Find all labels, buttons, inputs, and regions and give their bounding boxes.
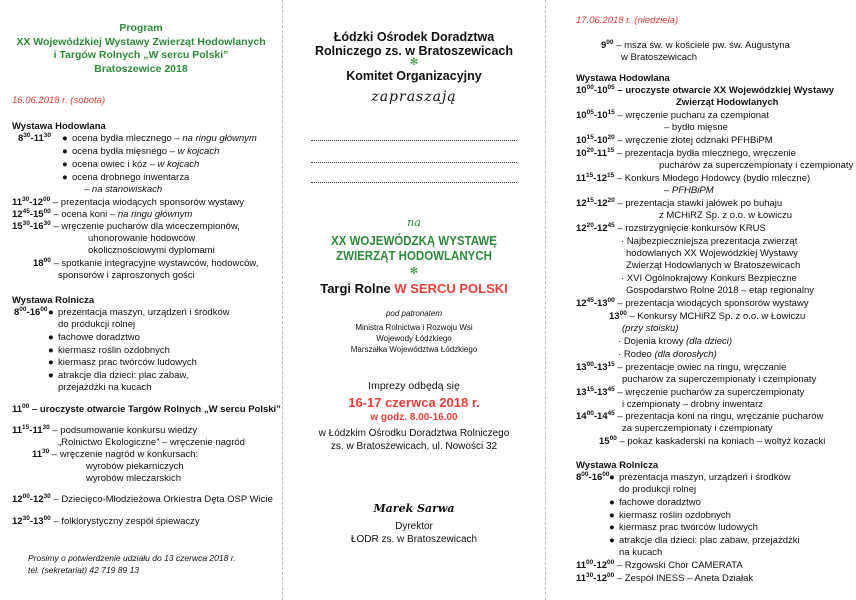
schedule-row-cont: wyrobów mleczarskich	[86, 473, 182, 484]
schedule-row: $11^{30}-12^{00}$ – Zespół INESS – Aneta Działak	[576, 572, 754, 584]
schedule-row-cont: sponsorów i zaproszonych gości	[58, 270, 195, 281]
list-item: ● kiermasz roślin ozdobnych	[48, 345, 170, 356]
invite-word: zapraszają	[371, 89, 457, 105]
program-subtitle: i Targów Rolnych „W sercu Polski”	[53, 49, 229, 61]
event-dates: 16-17 czerwca 2018 r.	[348, 395, 480, 410]
patronage-label: pod patronatem	[385, 309, 443, 318]
schedule-row-cont: z MCHiRZ Sp. z o.o. w Łowiczu	[659, 210, 793, 221]
schedule-row: $13^{00}$ – Konkursy MCHiRZ Sp. z o.o. w Łowiczu	[609, 310, 806, 322]
schedule-row-cont: pucharów za superczempionaty i czempionaty	[622, 374, 817, 385]
schedule-row: $11^{30}-12^{00}$ – prezentacja wiodących sponsorów wystawy	[12, 196, 245, 208]
schedule-row-cont: – bydło mięsne	[664, 122, 728, 133]
location-line: w Łódzkim Ośrodku Doradztwa Rolniczego	[318, 428, 510, 439]
patron: Ministra Rolnictwa i Rozwoju Wsi	[355, 323, 473, 332]
schedule-row-cont: – PFHBiPM	[664, 185, 714, 196]
list-item: ● ocena bydła mlecznego – na ringu głównym	[62, 133, 257, 144]
contest-line: · Dojenia krowy (dla dzieci)	[618, 336, 733, 347]
day1-date: 16.06.2018 r. (sobota)	[12, 95, 106, 106]
schedule-row-cont: okolicznościowymi dyplomami	[88, 245, 215, 256]
signature: Marek Sarwa	[373, 502, 455, 515]
contest-line: Gospodarstwo Rolne 2018 – etap regionalny	[626, 285, 815, 296]
section-heading: Wystawa Hodowlana	[12, 121, 106, 132]
list-item: ● ocena drobnego inwentarza	[62, 172, 190, 183]
contest-line: · Rodeo (dla dorosłych)	[618, 349, 717, 360]
schedule-row: $8^{00}-16^{00}$	[14, 306, 48, 318]
schedule-row: $11^{30}$ – wręczenie nagród w konkursach:	[32, 448, 199, 460]
schedule-row-cont: uhonorowanie hodowców	[88, 233, 196, 244]
day2-date: 17.06.2018 r. (niedziela)	[576, 15, 679, 26]
schedule-row: $12^{45}-15^{00}$ – ocena koni – na ringu głównym	[12, 208, 193, 220]
name-blank-line	[311, 140, 517, 141]
section-heading: Wystawa Hodowlana	[576, 73, 670, 84]
schedule-row-cont: Zwierząt Hodowlanych	[676, 97, 779, 108]
na-word: na	[407, 216, 421, 229]
asterisk-icon: ✻	[409, 266, 419, 277]
contest-line: · XVI Ogólnokrajowy Konkurs Bezpieczne	[621, 273, 797, 284]
schedule-row-cont: pucharów za superczempionaty i czempionaty	[659, 160, 854, 171]
event-title-line: XX WOJEWÓDZKĄ WYSTAWĘ	[331, 234, 497, 248]
schedule-row: $11^{15}-11^{30}$ – podsumowanie konkursu wiedzy	[12, 424, 198, 436]
location-line: zs. w Bratoszewicach, ul. Nowości 32	[330, 441, 498, 452]
list-item: ● ocena bydła mięsnego – w kojcach	[62, 146, 220, 157]
schedule-row: $14^{00}-14^{45}$ – prezentacja koni na ringu, wręczanie pucharów	[576, 410, 824, 422]
schedule-row-cont: i czempionaty – drobny inwentarz	[622, 399, 763, 410]
list-item: ● kiermasz prac twórców ludowych	[48, 357, 197, 368]
program-title: Program	[119, 22, 163, 34]
event-hours: w godz. 8.00-16.00	[370, 412, 458, 423]
schedule-row: $15^{30}-16^{30}$ – wręczenie pucharów dla wiceczempionów,	[12, 220, 240, 232]
schedule-row: $11^{15}-12^{15}$ – Konkurs Młodego Hodowcy (bydło mleczne)	[576, 172, 811, 184]
schedule-row: $18^{00}$ – spotkanie integracyjne wystawców, hodowców,	[33, 257, 259, 269]
schedule-row: $13^{15}-13^{45}$ – wręczenie pucharów za superczempionaty	[576, 386, 805, 398]
schedule-row: $12^{45}-13^{00}$ – prezentacja wiodących sponsorów wystawy	[576, 297, 809, 309]
schedule-row: $10^{00}-10^{05}$ – uroczyste otwarcie XX Wojewódzkiej Wystawy	[576, 84, 835, 96]
schedule-row-cont: „Rolnictwo Ekologiczne” – wręczenie nagród	[58, 437, 245, 448]
schedule-row: $11^{00}$ – uroczyste otwarcie Targów Rolnych „W sercu Polski”	[12, 403, 281, 415]
schedule-row: $12^{15}-12^{20}$ – prezentacja stawki jałówek po buhaju	[576, 197, 783, 209]
schedule-row: $9^{00}$ – msza św. w kościele pw. św. Augustyna	[601, 39, 790, 51]
left-column	[0, 0, 282, 600]
program-subtitle: XX Wojewódzkiej Wystawy Zwierząt Hodowlanych	[16, 35, 266, 48]
schedule-row: $8^{00}-16^{00}$	[576, 471, 610, 483]
section-heading: Wystawa Rolnicza	[576, 460, 659, 471]
schedule-row-cont: wyrobów piekarniczych	[86, 461, 184, 472]
program-year: Bratoszewice 2018	[94, 62, 188, 75]
schedule-row: $8^{30}-11^{30}$	[18, 132, 51, 144]
schedule-row: $13^{00}-13^{15}$ – prezentacje owiec na ringu, wręczanie	[576, 361, 787, 373]
schedule-row: $10^{05}-10^{15}$ – wręczenie pucharu za czempionat	[576, 109, 769, 121]
contest-line: hodowlanych XX Wojewódzkiej Wystawy	[626, 248, 798, 259]
patrons-list	[283, 322, 545, 355]
list-item: ● kiermasz prac twórców ludowych	[609, 522, 758, 533]
list-item: ● kiermasz roślin ozdobnych	[609, 510, 731, 521]
schedule-row: $12^{30}-13^{00}$ – folklorystyczny zespół śpiewaczy	[12, 515, 200, 527]
list-item: ● prezentacja maszyn, urządzeń i środków	[48, 307, 230, 318]
organizer-name: Łódzki Ośrodek Doradztwa	[333, 30, 495, 44]
name-blank-line	[311, 182, 517, 183]
schedule-row: $15^{00}$ – pokaz kaskaderski na koniach – woltyż kozacki	[599, 435, 826, 447]
signatory	[283, 520, 545, 546]
signatory-org: ŁODR zs. w Bratoszewicach	[350, 534, 478, 545]
organizer-1	[283, 30, 545, 58]
event-title-line: ZWIERZĄT HODOWLANYCH	[336, 249, 492, 263]
rsvp-phone: tel. (sekretariat) 42 719 89 13	[28, 565, 140, 575]
schedule-row: $10^{15}-10^{20}$ – wręczenie złotej odznaki PFHBiPM	[576, 134, 773, 146]
list-item: ● prezentacja maszyn, urządzeń i środków	[609, 472, 791, 483]
patron: Marszałka Województwa Łódzkiego	[350, 345, 478, 354]
event-when-label: Imprezy odbędą się	[368, 380, 460, 392]
signatory-title: Dyrektor	[395, 521, 433, 532]
middle-column	[283, 0, 545, 600]
fair-title: Targi Rolne W SERCU POLSKI	[320, 281, 508, 296]
schedule-row: $10^{20}-11^{15}$ – prezentacja bydła mlecznego, wręczenie	[576, 147, 796, 159]
asterisk-icon: ✻	[409, 57, 419, 68]
organizer-2: Komitet Organizacyjny	[346, 69, 482, 83]
schedule-row-cont: (przy stoisku)	[622, 323, 679, 334]
schedule-row-cont: za superczempionaty i czempionaty	[622, 423, 773, 434]
list-item-cont: do produkcji rolnej	[58, 319, 136, 330]
patron: Wojewody Łódzkiego	[376, 334, 452, 343]
list-item-cont: przejażdżki na kucach	[58, 382, 152, 393]
section-heading: Wystawa Rolnicza	[12, 295, 95, 306]
program-header	[0, 22, 282, 76]
list-item-cont: na kucach	[619, 547, 663, 558]
schedule-row-cont: w Bratoszewicach	[621, 52, 698, 63]
organizer-name: Rolniczego zs. w Bratoszewicach	[315, 44, 513, 58]
list-item: ● fachowe doradztwo	[609, 497, 701, 508]
contest-line: · Najbezpieczniejsza prezentacja zwierząt	[621, 236, 798, 247]
rsvp-note: Prosimy o potwierdzenie udziału do 13 czerwca 2018 r.	[28, 553, 236, 563]
list-item-cont: do produkcji rolnej	[619, 484, 697, 495]
right-column	[546, 0, 856, 600]
schedule-row: $11^{00}-12^{00}$ – Rzgowski Chór CAMERATA	[576, 559, 743, 571]
list-item: ● atrakcje dla dzieci: plac zabaw,	[48, 370, 189, 381]
contest-line: Zwierząt Hodowlanych w Bratoszewicach	[626, 260, 801, 271]
list-item: ● ocena owiec i kóz – w kojcach	[62, 159, 200, 170]
list-item: ● fachowe doradztwo	[48, 332, 140, 343]
list-item-note: – na stanowiskach	[84, 184, 163, 195]
event-title	[293, 234, 534, 264]
event-location	[283, 427, 545, 453]
list-item: ● atrakcje dla dzieci: plac zabaw, przejażdżki	[609, 535, 800, 546]
schedule-row: $12^{00}-12^{30}$ – Dziecięco-Młodzieżowa Orkiestra Dęta OSP Wicie	[12, 493, 273, 505]
schedule-row: $12^{20}-12^{45}$ – rozstrzygnięcie konkursów KRUS	[576, 222, 766, 234]
name-blank-line	[311, 162, 517, 163]
